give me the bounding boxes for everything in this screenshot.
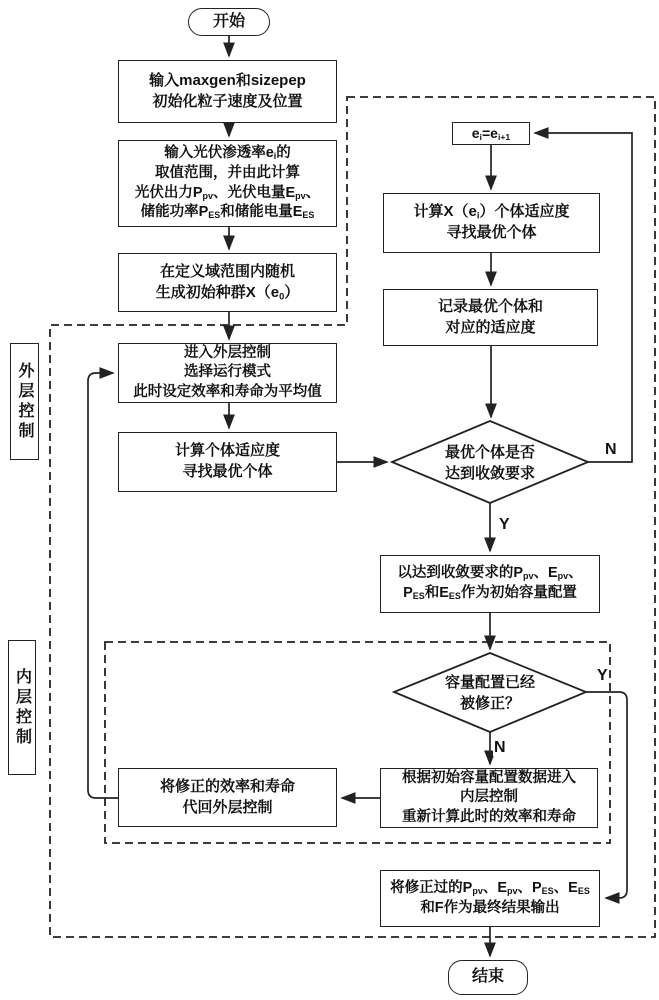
node-e-update xyxy=(452,122,530,145)
node-final-output-line: 将修正过的$P_{pv}$、$E_{pv}$、$P_{ES}$、$E_{ES}$ xyxy=(390,879,590,896)
branch-label-modified-no: N xyxy=(494,739,506,756)
node-init-population-line: 生成初始种群$X(e_0)$ xyxy=(155,283,300,301)
node-feedback xyxy=(118,768,337,827)
node-initial-capacity-line: $P_{ES}$和$E_{ES}$作为初始容量配置 xyxy=(403,585,577,602)
node-inner-entry-line: 重新计算此时的效率和寿命 xyxy=(402,808,576,825)
inner-control-label: 内层控制 xyxy=(8,640,36,775)
node-fitness-outer-line: 计算个体适应度 xyxy=(174,442,280,460)
node-fitness-x-line: 计算$X(e_i)$个体适应度 xyxy=(413,203,570,221)
node-inner-entry-line: 内层控制 xyxy=(460,789,518,806)
node-init-line: 初始化粒子速度及位置 xyxy=(152,92,303,110)
arrow-feedback-to-outerentry xyxy=(88,373,118,798)
decision-converge-text xyxy=(410,439,570,485)
node-init-population xyxy=(118,253,337,312)
node-outer-entry-line: 选择运行模式 xyxy=(184,364,271,381)
node-pv-range-line: 取值范围，并由此计算 xyxy=(155,164,300,181)
node-fitness-outer xyxy=(118,432,337,492)
node-pv-range xyxy=(118,140,337,227)
node-fitness-x-line: 寻找最优个体 xyxy=(446,224,537,241)
node-fitness-outer-line: 寻找最优个体 xyxy=(182,463,273,480)
node-feedback-line: 代回外层控制 xyxy=(182,798,273,816)
node-outer-entry-line: 进入外层控制 xyxy=(184,345,271,362)
decision-converge-line: 达到收敛要求 xyxy=(444,465,535,482)
decision-converge-line: 最优个体是否 xyxy=(444,444,535,461)
node-pv-range-line: 光伏出力$P_{pv}$、光伏电量$E_{pv}$、 xyxy=(134,184,321,201)
node-outer-entry-line: 此时设定效率和寿命为平均值 xyxy=(133,383,322,400)
branch-label-modified-yes: Y xyxy=(597,667,608,684)
node-pv-range-line: 储能功率$P_{ES}$和储能电量$E_{ES}$ xyxy=(140,204,315,221)
node-outer-entry xyxy=(118,343,337,403)
node-final-output-line: 和F作为最终结果输出 xyxy=(420,899,560,916)
node-init-line: 输入maxgen和sizepep xyxy=(149,71,306,89)
node-init-population-line: 在定义域范围内随机 xyxy=(159,262,295,280)
node-inner-entry xyxy=(380,768,598,828)
node-record-best-line: 记录最优个体和 xyxy=(437,297,543,315)
decision-modified-text xyxy=(410,670,570,714)
node-end xyxy=(448,960,528,995)
node-e-update-label: $e_i=e_{i+1}$ xyxy=(471,124,511,142)
node-final-output xyxy=(380,870,600,927)
branch-label-converge-yes: Y xyxy=(499,516,510,533)
node-fitness-x xyxy=(383,193,600,253)
node-start-label: 开始 xyxy=(212,12,245,30)
branch-label-converge-no: N xyxy=(605,441,617,458)
node-record-best xyxy=(383,289,598,346)
decision-modified-line: 容量配置已经 xyxy=(444,674,535,691)
node-start xyxy=(188,8,270,36)
node-inner-entry-line: 根据初始容量配置数据进入 xyxy=(402,770,576,787)
node-feedback-line: 将修正的效率和寿命 xyxy=(159,777,295,795)
node-initial-capacity-line: 以达到收敛要求的$P_{pv}$、$E_{pv}$、 xyxy=(397,565,583,582)
outer-control-label: 外层控制 xyxy=(10,343,39,460)
node-initial-capacity xyxy=(380,555,600,613)
node-end-label: 结束 xyxy=(471,968,504,986)
node-record-best-line: 对应的适应度 xyxy=(445,318,536,336)
node-init-particles xyxy=(118,60,337,123)
node-pv-range-line: 输入光伏渗透率$e_i$的 xyxy=(164,144,291,162)
decision-modified-line: 被修正？ xyxy=(459,695,520,712)
